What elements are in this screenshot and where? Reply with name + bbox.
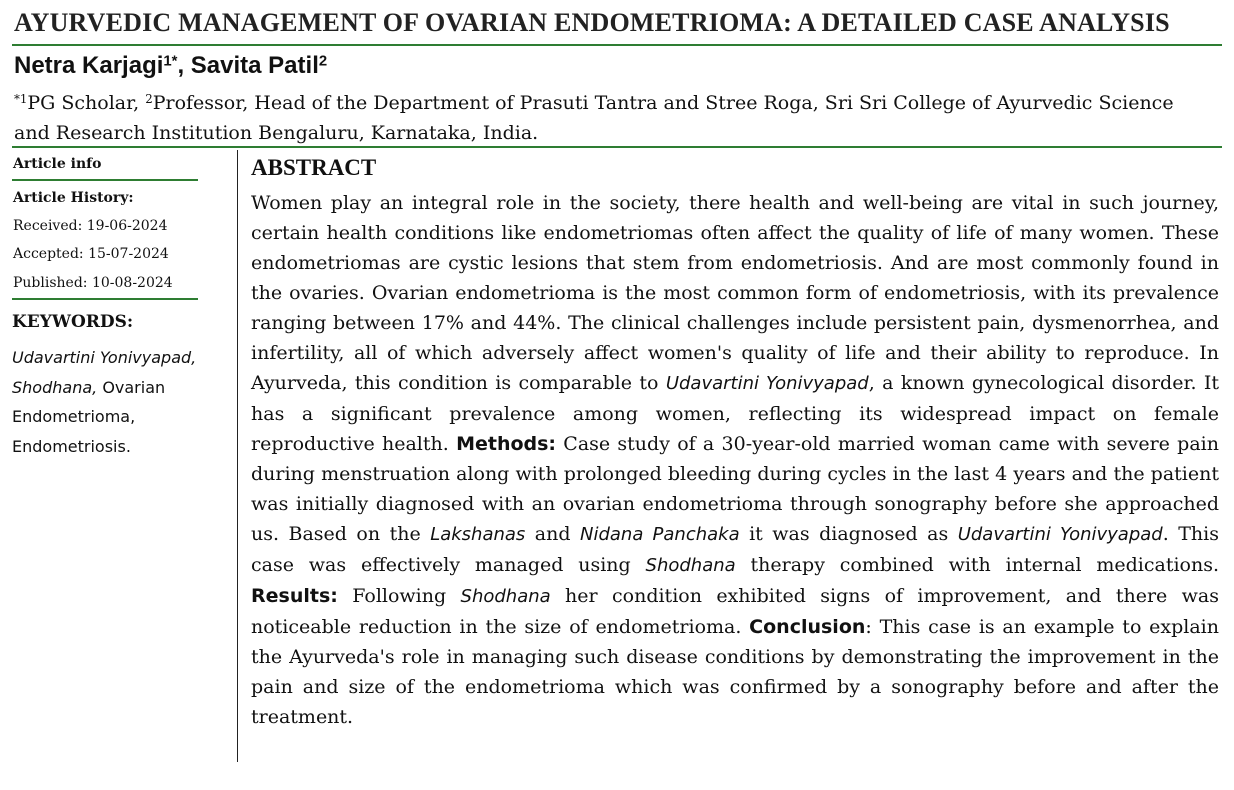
affiliation-text: PG Scholar, [27, 92, 146, 114]
abstract-text: . This case was effectively managed using [251, 523, 1219, 576]
abstract-text: Following [337, 585, 461, 607]
sidebar-divider [12, 298, 198, 300]
abstract-italic-term: Nidana Panchaka [580, 524, 740, 545]
received-date: Received: 19-06-2024 [13, 218, 168, 234]
conclusion-label: Conclusion [749, 616, 866, 638]
article-info-heading: Article info [13, 156, 102, 172]
author-affiliation-mark: 1* [163, 53, 178, 70]
abstract-text: , a known gynecological disorder. It has a significant prevalence among women, reflecting its widespread impact on female reproductive health. [251, 372, 1220, 455]
abstract-text: her condition exhibited signs of improvement, and there was noticeable reduction in the size of endometrioma. [251, 585, 1219, 638]
abstract-text: : This case is an example to explain the Ayurveda's role in managing such disease conditions by demonstrating the improvement in the pain and size of the endometrioma which was confirmed by a sonography before and after the treatment. [251, 616, 1219, 728]
author-affiliation-mark: 2 [318, 53, 328, 70]
abstract-italic-term: Shodhana [645, 555, 736, 576]
accepted-date: Accepted: 15-07-2024 [13, 246, 169, 262]
column-divider [237, 150, 238, 762]
abstract-text: Case study of a 30-year-old married woman came with severe pain during menstruation along with prolonged bleeding during cycles in the last 4 years and the patient was initially diagnosed with an ovarian endometrioma through sonography before she approached us. Based on the [251, 433, 1219, 545]
abstract-italic-term: Udavartini Yonivyapad [957, 524, 1163, 545]
author-list [14, 52, 327, 80]
methods-label: Methods: [456, 433, 557, 455]
abstract-italic-term: Shodhana [460, 586, 551, 607]
abstract-italic-term: Udavartini Yonivyapad [665, 373, 869, 394]
author-separator: , [177, 52, 191, 79]
author-name: Savita Patil [190, 52, 319, 79]
abstract-text: and [525, 523, 580, 545]
keyword: Shodhana, [12, 377, 98, 397]
affiliation-mark: *1 [14, 92, 28, 107]
keyword: Endometriosis. [12, 436, 131, 456]
abstract-text: Women play an integral role in the society, there health and well-being are vital in such journey, certain health conditions like endometriomas often affect the quality of life of many women. These endometriomas are cystic lesions that stem from endometriosis. And are most commonly found in the ovaries. Ovarian endometrioma is the most common form of endometriosis, with its prevalence ranging between 17% and 44%. The clinical challenges include persistent pain, dysmenorrhea, and infertility, all of which adversely affect women's quality of life and their ability to reproduce. In Ayurveda, this condition is comparable to [251, 192, 1219, 394]
title-divider [12, 44, 1222, 46]
keyword: Ovarian Endometrioma, [12, 377, 166, 426]
results-label: Results: [251, 585, 338, 607]
abstract-body [251, 188, 1219, 732]
affiliation-mark: 2 [145, 92, 153, 107]
affiliation [14, 88, 1214, 148]
keywords-heading: KEYWORDS: [12, 312, 134, 332]
abstract-text: it was diagnosed as [739, 523, 958, 545]
affiliation-text: Professor, Head of the Department of Prasuti Tantra and Stree Roga, Sri Sri College of Ayurvedic Science and Research Institution Bengaluru, Karnataka, India. [14, 92, 1174, 144]
article-history-heading: Article History: [13, 190, 134, 206]
author-name: Netra Karjagi [14, 52, 164, 79]
keyword: Udavartini Yonivyapad, [12, 348, 197, 367]
abstract-text: therapy combined with internal medications. [735, 554, 1220, 576]
keywords-list [12, 343, 198, 461]
paper-title: AYURVEDIC MANAGEMENT OF OVARIAN ENDOMETRIOMA: A DETAILED CASE ANALYSIS [14, 8, 1170, 37]
abstract-heading: ABSTRACT [251, 155, 377, 180]
sidebar-divider [12, 179, 198, 181]
published-date: Published: 10-08-2024 [13, 275, 173, 291]
header-divider [12, 146, 1222, 148]
abstract-italic-term: Lakshanas [430, 524, 526, 545]
